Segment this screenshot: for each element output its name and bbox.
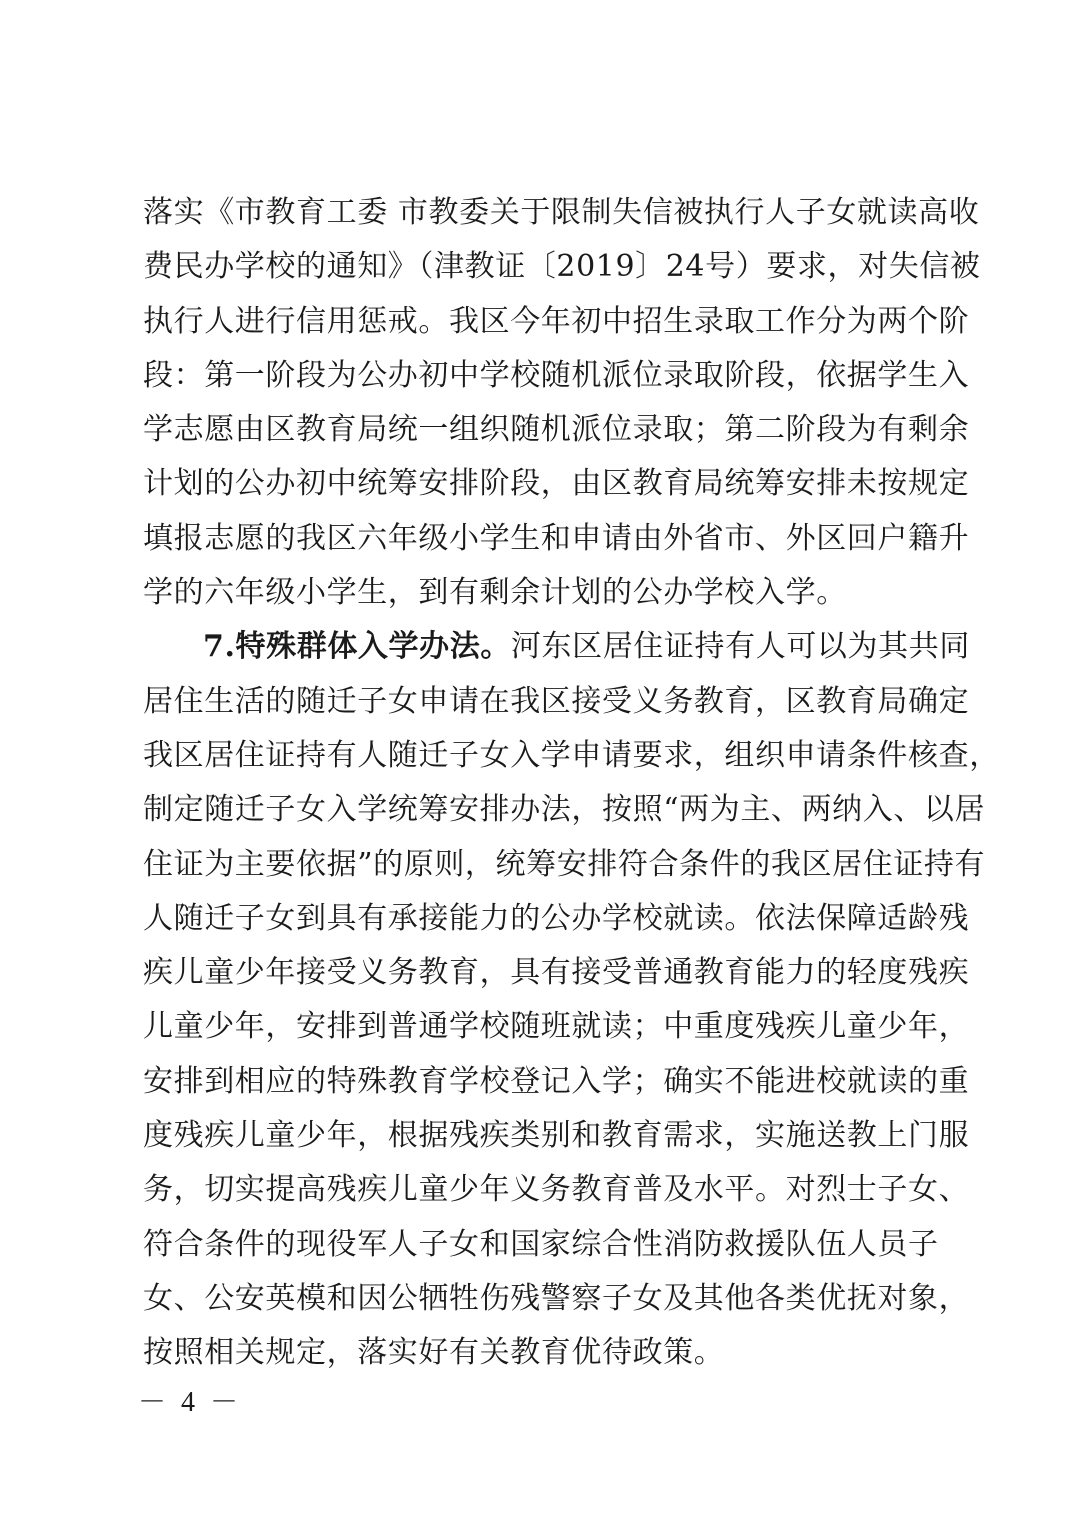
- paragraph-line: 度残疾儿童少年，根据残疾类别和教育需求，实施送教上门服: [143, 1118, 970, 1154]
- paragraph-line: 落实《市教育工委 市教委关于限制失信被执行人子女就读高收: [143, 195, 980, 230]
- paragraph-line: 我区居住证持有人随迁子女入学申请要求，组织申请条件核查，: [143, 737, 1000, 773]
- paragraph-line: 女、公安英模和因公牺牲伤残警察子女及其他各类优抚对象，: [143, 1280, 970, 1316]
- paragraph-line: 计划的公办初中统筹安排阶段，由区教育局统筹安排未按规定: [143, 466, 970, 502]
- paragraph-line: 制定随迁子女入学统筹安排办法，按照“两为主、两纳入、以居: [143, 792, 986, 828]
- paragraph-line: 务，切实提高残疾儿童少年义务教育普及水平。对烈士子女、: [143, 1172, 970, 1208]
- paragraph-line: 段：第一阶段为公办初中学校随机派位录取阶段，依据学生入: [143, 357, 970, 393]
- paragraph-line: 填报志愿的我区六年级小学生和申请由外省市、外区回户籍升: [143, 520, 970, 556]
- paragraph-line: 学的六年级小学生，到有剩余计划的公办学校入学。: [143, 575, 847, 611]
- paragraph-line: 执行人进行信用惩戒。我区今年初中招生录取工作分为两个阶: [143, 303, 970, 339]
- section-7-first-line: [143, 620, 970, 674]
- body-text: [143, 186, 1000, 1381]
- paragraph-line: 疾儿童少年接受义务教育，具有接受普通教育能力的轻度残疾: [143, 955, 970, 991]
- paragraph-line: 人随迁子女到具有承接能力的公办学校就读。依法保障适龄残: [143, 900, 970, 936]
- paragraph-line: 学志愿由区教育局统一组织随机派位录取；第二阶段为有剩余: [143, 412, 970, 448]
- paragraph-line: 按照相关规定，落实好有关教育优待政策。: [143, 1335, 725, 1371]
- paragraph-line: 安排到相应的特殊教育学校登记入学；确实不能进校就读的重: [143, 1063, 970, 1099]
- paragraph-line: 住证为主要依据”的原则，统筹安排符合条件的我区居住证持有: [143, 846, 986, 882]
- paragraph-line: 居住生活的随迁子女申请在我区接受义务教育，区教育局确定: [143, 683, 970, 719]
- section-7-first-line-text: 河东区居住证持有人可以为其共同: [510, 629, 970, 665]
- section-7-heading: 7.特殊群体入学办法。: [203, 629, 511, 665]
- paragraph-line: 费民办学校的通知》（津教证〔2019〕24号）要求，对失信被: [143, 249, 981, 285]
- paragraph-line: 儿童少年，安排到普通学校随班就读；中重度残疾儿童少年，: [143, 1009, 970, 1045]
- paragraph-line: 符合条件的现役军人子女和国家综合性消防救援队伍人员子: [143, 1226, 939, 1262]
- page-number: － 4 －: [138, 1387, 243, 1418]
